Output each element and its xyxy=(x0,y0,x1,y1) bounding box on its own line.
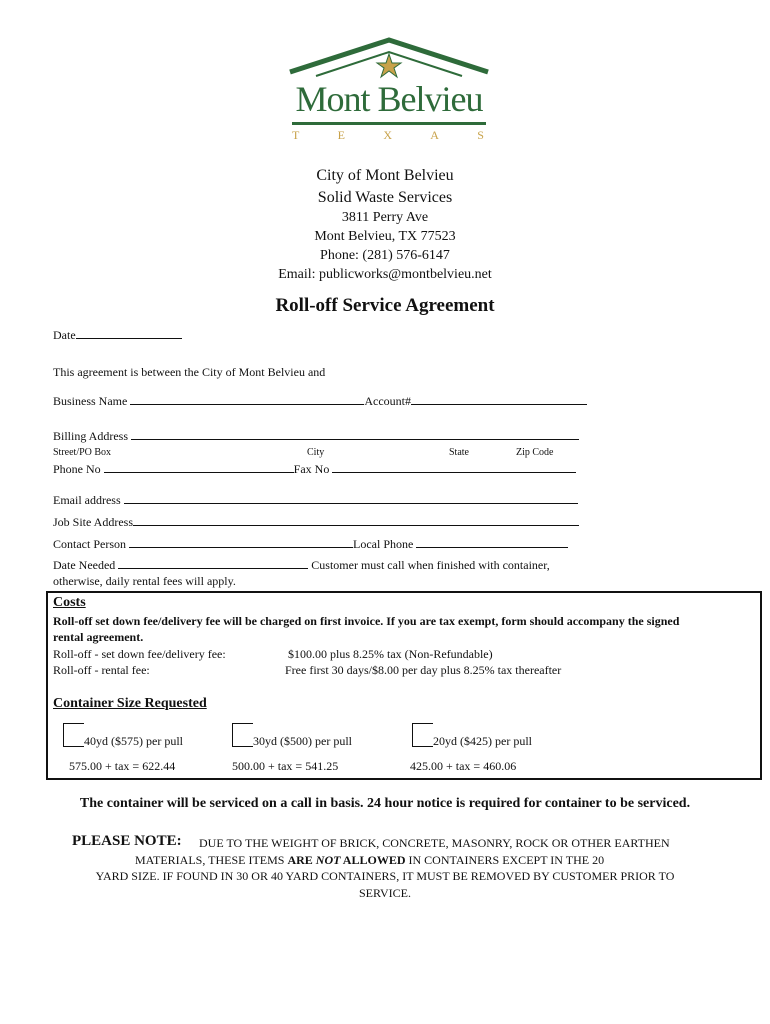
please-note-line3: YARD SIZE. IF FOUND IN 30 OR 40 YARD CONTAINERS, IT MUST BE REMOVED BY CUSTOMER PRIOR TO xyxy=(95,869,675,883)
page-title: Roll-off Service Agreement xyxy=(275,295,495,316)
contact-field[interactable]: Contact Person Local Phone xyxy=(53,536,568,552)
option-40yd-total: 575.00 + tax = 622.44 xyxy=(69,759,176,773)
logo-wordmark: Mont Belvieu xyxy=(295,79,483,119)
zip-label: Zip Code xyxy=(516,447,554,458)
option-30yd-total: 500.00 + tax = 541.25 xyxy=(232,759,339,773)
container-size-heading: Container Size Requested xyxy=(53,696,207,711)
please-note-label: PLEASE NOTE: xyxy=(72,833,182,849)
intro-text: This agreement is between the City of Mont Belvieu and xyxy=(53,365,326,379)
street-label: Street/PO Box xyxy=(53,447,112,458)
job-site-field[interactable]: Job Site Address xyxy=(53,514,579,530)
email-line: Email: publicworks@montbelvieu.net xyxy=(278,267,492,282)
option-20yd-label: 20yd ($425) per pull xyxy=(433,734,532,748)
checkbox-40yd[interactable] xyxy=(63,723,84,747)
option-30yd-label: 30yd ($500) per pull xyxy=(253,734,352,748)
billing-address-field[interactable]: Billing Address xyxy=(53,428,579,444)
costs-note-line2: rental agreement. xyxy=(53,630,144,644)
checkbox-30yd[interactable] xyxy=(232,723,253,747)
date-field[interactable]: Date xyxy=(53,327,182,343)
service-note: The container will be serviced on a call in basis. 24 hour notice is required for container to be serviced. xyxy=(79,796,691,811)
logo-divider xyxy=(292,122,486,125)
checkbox-20yd[interactable] xyxy=(412,723,433,747)
costs-heading: Costs xyxy=(53,595,86,610)
date-needed-note: otherwise, daily rental fees will apply. xyxy=(53,574,236,588)
please-note-line2: MATERIALS, THESE ITEMS ARE NOT ALLOWED IN CONTAINERS EXCEPT IN THE 20 xyxy=(135,853,605,867)
city-label: City xyxy=(307,447,325,458)
city-logo xyxy=(286,36,492,144)
option-20yd-total: 425.00 + tax = 460.06 xyxy=(410,759,517,773)
rental-fee-value: Free first 30 days/$8.00 per day plus 8.25% tax thereafter xyxy=(285,663,562,677)
state-label: State xyxy=(449,447,469,458)
phone-line: Phone: (281) 576-6147 xyxy=(320,248,450,263)
address-line1: 3811 Perry Ave xyxy=(341,210,429,225)
phone-fax-field[interactable]: Phone No Fax No xyxy=(53,461,576,477)
roof-star-icon xyxy=(286,36,492,80)
rental-fee-label: Roll-off - rental fee: xyxy=(53,663,150,677)
date-needed-field[interactable]: Date Needed Customer must call when finished with container, xyxy=(53,558,550,572)
department-name: Solid Waste Services xyxy=(317,189,453,206)
email-field[interactable]: Email address xyxy=(53,492,578,508)
logo-state: T E X A S xyxy=(292,128,486,142)
costs-note-line1: Roll-off set down fee/delivery fee will be charged on first invoice. If you are tax exempt, form should accompany the signed xyxy=(53,614,680,628)
org-name: City of Mont Belvieu xyxy=(316,167,454,184)
delivery-fee-label: Roll-off - set down fee/delivery fee: xyxy=(53,647,226,661)
please-note-line4: SERVICE. xyxy=(358,886,412,900)
business-name-field[interactable]: Business Name Account# xyxy=(53,393,587,409)
option-40yd-label: 40yd ($575) per pull xyxy=(84,734,183,748)
delivery-fee-value: $100.00 plus 8.25% tax (Non-Refundable) xyxy=(288,647,493,661)
address-line2: Mont Belvieu, TX 77523 xyxy=(314,229,456,244)
please-note-line1: DUE TO THE WEIGHT OF BRICK, CONCRETE, MASONRY, ROCK OR OTHER EARTHEN xyxy=(199,836,670,850)
